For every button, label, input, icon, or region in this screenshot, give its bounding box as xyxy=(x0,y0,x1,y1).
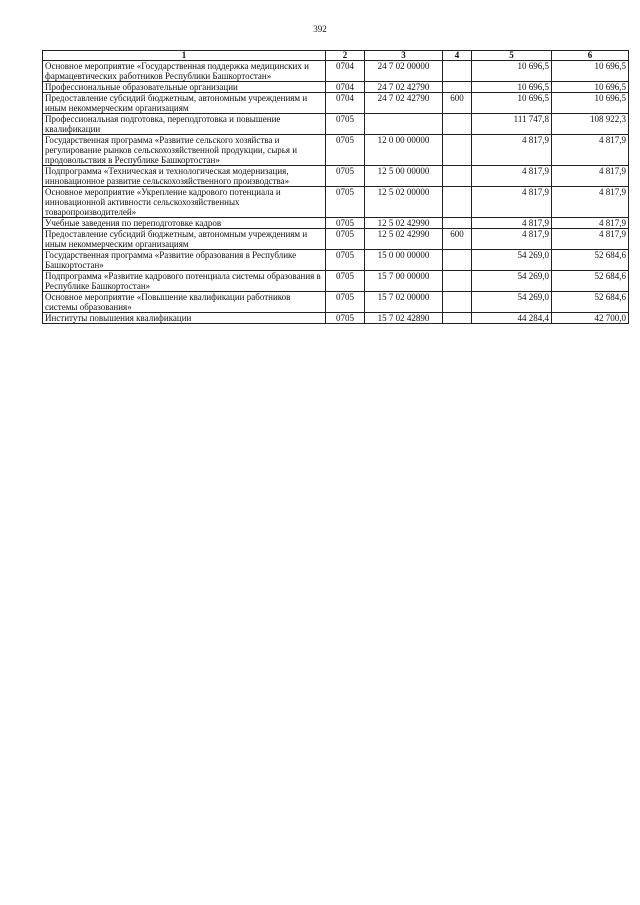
table-row xyxy=(43,313,629,324)
cell-name: Профессиональная подготовка, переподготовка и повышение квалификации xyxy=(43,114,326,135)
cell-target-code: 12 5 02 00000 xyxy=(365,187,443,218)
page-number: 392 xyxy=(313,24,327,34)
table-row xyxy=(43,187,629,218)
cell-name: Основное мероприятие «Государственная поддержка медицинских и фармацевтических работников Республики Башкортостан» xyxy=(43,61,326,82)
cell-section: 0705 xyxy=(326,229,365,250)
table-row xyxy=(43,218,629,229)
cell-amount-col5: 4 817,9 xyxy=(472,187,552,218)
cell-amount-col5: 4 817,9 xyxy=(472,135,552,166)
cell-expense-type xyxy=(443,250,472,271)
cell-amount-col5: 4 817,9 xyxy=(472,229,552,250)
cell-section: 0704 xyxy=(326,93,365,114)
cell-target-code: 15 7 02 42890 xyxy=(365,313,443,324)
cell-amount-col5: 54 269,0 xyxy=(472,271,552,292)
cell-target-code: 12 5 00 00000 xyxy=(365,166,443,187)
cell-target-code: 24 7 02 42790 xyxy=(365,93,443,114)
table-header-row xyxy=(43,51,629,61)
cell-amount-col5: 44 284,4 xyxy=(472,313,552,324)
cell-amount-col5: 54 269,0 xyxy=(472,250,552,271)
cell-name: Профессиональные образовательные организации xyxy=(43,82,326,93)
cell-target-code: 15 7 00 00000 xyxy=(365,271,443,292)
cell-amount-col6: 4 817,9 xyxy=(552,218,629,229)
cell-section: 0705 xyxy=(326,292,365,313)
cell-target-code: 24 7 02 42790 xyxy=(365,82,443,93)
cell-expense-type xyxy=(443,114,472,135)
cell-amount-col6: 42 700,0 xyxy=(552,313,629,324)
cell-section: 0705 xyxy=(326,135,365,166)
cell-amount-col5: 10 696,5 xyxy=(472,82,552,93)
cell-expense-type: 600 xyxy=(443,229,472,250)
cell-amount-col6: 4 817,9 xyxy=(552,166,629,187)
column-header: 4 xyxy=(443,51,472,61)
cell-name: Подпрограмма «Техническая и технологическая модернизация, инновационное развитие сельскохозяйственного производства» xyxy=(43,166,326,187)
cell-amount-col6: 10 696,5 xyxy=(552,61,629,82)
cell-amount-col6: 10 696,5 xyxy=(552,82,629,93)
cell-section: 0705 xyxy=(326,313,365,324)
cell-target-code: 12 5 02 42990 xyxy=(365,218,443,229)
cell-amount-col6: 108 922,3 xyxy=(552,114,629,135)
table-row xyxy=(43,166,629,187)
cell-amount-col5: 4 817,9 xyxy=(472,218,552,229)
cell-amount-col6: 10 696,5 xyxy=(552,93,629,114)
cell-name: Подпрограмма «Развитие кадрового потенциала системы образования в Республике Башкортостан» xyxy=(43,271,326,292)
cell-name: Предоставление субсидий бюджетным, автономным учреждениям и иным некоммерческим организациям xyxy=(43,93,326,114)
column-header: 6 xyxy=(552,51,629,61)
cell-expense-type xyxy=(443,313,472,324)
cell-section: 0705 xyxy=(326,218,365,229)
cell-expense-type xyxy=(443,61,472,82)
cell-target-code: 15 7 02 00000 xyxy=(365,292,443,313)
cell-amount-col5: 10 696,5 xyxy=(472,61,552,82)
cell-expense-type xyxy=(443,187,472,218)
table-row xyxy=(43,61,629,82)
cell-name: Институты повышения квалификации xyxy=(43,313,326,324)
cell-section: 0704 xyxy=(326,82,365,93)
cell-amount-col6: 4 817,9 xyxy=(552,187,629,218)
cell-name: Государственная программа «Развитие сельского хозяйства и регулирование рынков сельскохозяйственной продукции, сырья и продовольствия в Республике Башкортостан» xyxy=(43,135,326,166)
column-header: 2 xyxy=(326,51,365,61)
cell-section: 0704 xyxy=(326,61,365,82)
cell-section: 0705 xyxy=(326,166,365,187)
cell-expense-type xyxy=(443,166,472,187)
table-row xyxy=(43,229,629,250)
cell-target-code: 15 0 00 00000 xyxy=(365,250,443,271)
cell-amount-col6: 52 684,6 xyxy=(552,250,629,271)
table-row xyxy=(43,114,629,135)
cell-target-code: 12 5 02 42990 xyxy=(365,229,443,250)
cell-name: Предоставление субсидий бюджетным, автономным учреждениям и иным некоммерческим организациям xyxy=(43,229,326,250)
column-header: 5 xyxy=(472,51,552,61)
cell-name: Учебные заведения по переподготовке кадров xyxy=(43,218,326,229)
cell-target-code: 12 0 00 00000 xyxy=(365,135,443,166)
cell-amount-col5: 10 696,5 xyxy=(472,93,552,114)
column-header: 1 xyxy=(43,51,326,61)
cell-expense-type xyxy=(443,292,472,313)
cell-expense-type: 600 xyxy=(443,93,472,114)
table-row xyxy=(43,135,629,166)
table-row xyxy=(43,271,629,292)
table-row xyxy=(43,250,629,271)
table-row xyxy=(43,93,629,114)
cell-amount-col6: 4 817,9 xyxy=(552,135,629,166)
cell-section: 0705 xyxy=(326,271,365,292)
cell-expense-type xyxy=(443,82,472,93)
cell-name: Основное мероприятие «Укрепление кадрового потенциала и инновационной активности сельскохозяйственных товаропроизводителей» xyxy=(43,187,326,218)
cell-section: 0705 xyxy=(326,114,365,135)
cell-section: 0705 xyxy=(326,187,365,218)
cell-target-code xyxy=(365,114,443,135)
cell-amount-col5: 54 269,0 xyxy=(472,292,552,313)
table-row xyxy=(43,82,629,93)
table-row xyxy=(43,292,629,313)
cell-amount-col5: 4 817,9 xyxy=(472,166,552,187)
cell-expense-type xyxy=(443,135,472,166)
cell-target-code: 24 7 02 00000 xyxy=(365,61,443,82)
cell-amount-col6: 4 817,9 xyxy=(552,229,629,250)
cell-amount-col5: 111 747,8 xyxy=(472,114,552,135)
cell-amount-col6: 52 684,6 xyxy=(552,292,629,313)
budget-table xyxy=(42,50,629,324)
cell-expense-type xyxy=(443,271,472,292)
cell-expense-type xyxy=(443,218,472,229)
cell-name: Основное мероприятие «Повышение квалификации работников системы образования» xyxy=(43,292,326,313)
cell-amount-col6: 52 684,6 xyxy=(552,271,629,292)
column-header: 3 xyxy=(365,51,443,61)
cell-section: 0705 xyxy=(326,250,365,271)
cell-name: Государственная программа «Развитие образования в Республике Башкортостан» xyxy=(43,250,326,271)
